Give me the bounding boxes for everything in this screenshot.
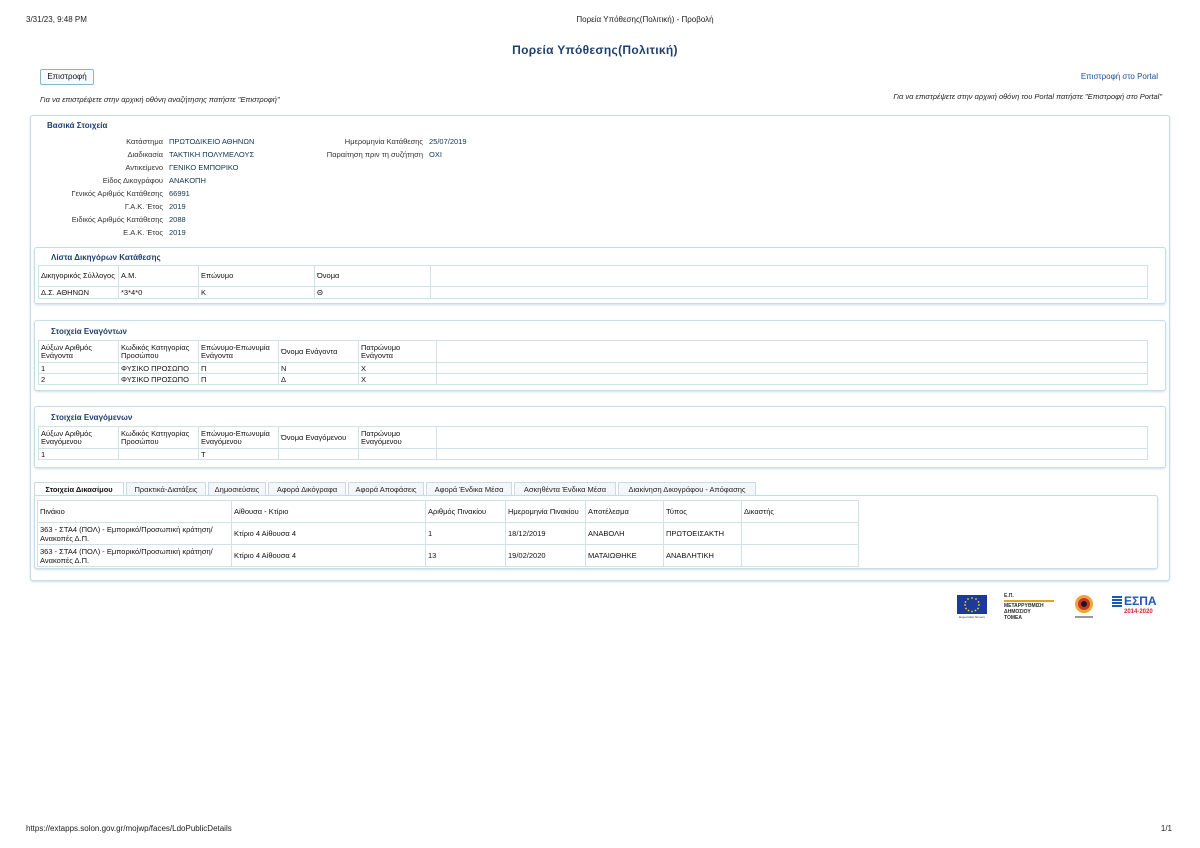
col-defendant-name: Όνομα Εναγόμενου [279,427,359,449]
col-type: Τύπος [664,501,742,523]
print-page-number: 1/1 [1160,824,1172,833]
epa-bar [1004,600,1054,602]
epa-line-3: ΤΟΜΕΑ [1004,615,1022,621]
cell: 18/12/2019 [506,523,586,545]
defendants-table [38,426,1148,460]
table-row [39,287,1148,299]
col-am: Α.Μ. [119,266,199,287]
print-doc-title: Πορεία Υπόθεσης(Πολιτική) - Προβολή [576,15,714,24]
table-row [38,545,859,567]
cell: Ν [279,363,359,374]
cell: 13 [426,545,506,567]
col-docket-date: Ημερομηνία Πινακίου [506,501,586,523]
label-procedure: Διαδικασία [127,150,163,159]
hearings-table [37,500,859,567]
label-subject: Αντικείμενο [125,163,163,172]
back-button[interactable]: Επιστροφή [40,69,94,85]
value-gak-year: 2019 [169,202,186,211]
value-general-number: 66991 [169,189,190,198]
cell: Δ [279,374,359,385]
cell: ΦΥΣΙΚΟ ΠΡΟΣΩΠΟ [119,374,199,385]
cell: Π [199,363,279,374]
col-filler [437,427,1148,449]
cell-filler [437,374,1148,385]
eu-caption: Ευρωπαϊκή Ένωση [959,615,985,619]
col-defendant-surname: Επώνυμο-Επωνυμία Εναγόμενου [199,427,279,449]
epa-title: Ε.Π. [1004,593,1014,599]
plaintiffs-title: Στοιχεία Εναγόντων [51,327,127,336]
value-doc-type: ΑΝΑΚΟΠΗ [169,176,206,185]
cell [742,545,859,567]
lawyers-table [38,265,1148,299]
cell: Κτίριο 4 Αίθουσα 4 [232,545,426,567]
cell: Κ [199,287,315,299]
table-row [39,374,1148,385]
cell: ΦΥΣΙΚΟ ΠΡΟΣΩΠΟ [119,363,199,374]
cell [119,449,199,460]
portal-hint: Για να επιστρέψετε στην αρχική οθόνη του Portal πατήστε "Επιστροφή στο Portal" [893,92,1162,101]
cell: Θ [315,287,431,299]
cell: ΑΝΑΒΛΗΤΙΚΗ [664,545,742,567]
label-doc-type: Είδος Δικογράφου [102,176,163,185]
col-plaintiff-number: Αύξων Αριθμός Ενάγοντα [39,341,119,363]
portal-link[interactable]: Επιστροφή στο Portal [1080,72,1158,81]
col-surname: Επώνυμο [199,266,315,287]
col-person-category: Κωδικός Κατηγορίας Προσώπου [119,341,199,363]
cell: 1 [426,523,506,545]
epa-logo [1004,593,1060,621]
cell: Κτίριο 4 Αίθουσα 4 [232,523,426,545]
tab-related-documents[interactable]: Αφορά Δικόγραφα [268,482,346,495]
espa-logo [1112,594,1164,622]
cell: Π [199,374,279,385]
cell: Δ.Σ. ΑΘΗΝΩΝ [39,287,119,299]
col-name: Όνομα [315,266,431,287]
eu-flag-logo [955,594,989,620]
col-plaintiff-surname: Επώνυμο-Επωνυμία Ενάγοντα [199,341,279,363]
print-url: https://extapps.solon.gov.gr/mojwp/faces/LdoPublicDetails [26,824,232,833]
col-docket: Πινάκιο [38,501,232,523]
col-result: Αποτέλεσμα [586,501,664,523]
cell: 1 [39,449,119,460]
cell-filler [437,449,1148,460]
cell: ΑΝΑΒΟΛΗ [586,523,664,545]
tab-related-decisions[interactable]: Αφορά Αποφάσεις [348,482,424,495]
col-docket-number: Αριθμός Πινακίου [426,501,506,523]
cell: 2 [39,374,119,385]
cell: Χ [359,374,437,385]
defendants-title: Στοιχεία Εναγόμενων [51,413,133,422]
cell: 19/02/2020 [506,545,586,567]
col-bar-association: Δικηγορικός Σύλλογος [39,266,119,287]
tab-document-movement[interactable]: Διακίνηση Δικογράφου - Απόφασης [618,482,756,495]
col-person-category: Κωδικός Κατηγορίας Προσώπου [119,427,199,449]
label-eak-year: Ε.Α.Κ. Έτος [123,228,163,237]
col-defendant-patronymic: Πατρώνυμο Εναγόμενου [359,427,437,449]
cell: ΜΑΤΑΙΩΘΗΚΕ [586,545,664,567]
emblem-icon [1070,593,1098,621]
espa-title: ΕΣΠΑ [1124,594,1157,608]
tab-minutes-orders[interactable]: Πρακτικά-Διατάξεις [126,482,206,495]
tab-publications[interactable]: Δημοσιεύσεις [208,482,266,495]
plaintiffs-header-row [39,341,1148,363]
cell: Τ [199,449,279,460]
col-courtroom: Αίθουσα - Κτίριο [232,501,426,523]
label-general-number: Γενικός Αριθμός Κατάθεσης [71,189,163,198]
value-subject: ΓΕΝΙΚΟ ΕΜΠΟΡΙΚΟ [169,163,239,172]
espa-flag-icon [1112,596,1122,610]
cell: 1 [39,363,119,374]
epa-line-2: ΔΗΜΟΣΙΟΥ [1004,609,1031,615]
value-eak-year: 2019 [169,228,186,237]
table-row [38,523,859,545]
cell [279,449,359,460]
label-filing-date: Ημερομηνία Κατάθεσης [344,137,423,146]
cell-filler [431,287,1148,299]
lawyers-title: Λίστα Δικηγόρων Κατάθεσης [51,253,161,262]
epa-line-1: ΜΕΤΑΡΡΥΘΜΙΣΗ [1004,603,1044,609]
value-court: ΠΡΩΤΟΔΙΚΕΙΟ ΑΘΗΝΩΝ [169,137,255,146]
lawyers-header-row [39,266,1148,287]
tab-related-appeals[interactable]: Αφορά Ένδικα Μέσα [426,482,512,495]
label-special-number: Ειδικός Αριθμός Κατάθεσης [71,215,163,224]
defendants-header-row [39,427,1148,449]
col-filler [437,341,1148,363]
cell-docket: 363 - ΣΤΑ4 (ΠΟΛ) - Εμπορικό/Προσωπική κράτηση/Ανακοπές Δ.Π. [38,545,232,567]
plaintiffs-table [38,340,1148,385]
cell: ΠΡΩΤΟΕΙΣΑΚΤΗ [664,523,742,545]
col-filler [431,266,1148,287]
cell: *3*4*0 [119,287,199,299]
cell: Χ [359,363,437,374]
col-plaintiff-patronymic: Πατρώνυμο Ενάγοντα [359,341,437,363]
value-withdrawal: ΟΧΙ [429,150,442,159]
basic-section-title: Βασικά Στοιχεία [47,121,108,130]
label-withdrawal: Παραίτηση πριν τη συζήτηση [326,150,423,159]
print-datetime: 3/31/23, 9:48 PM [26,15,87,24]
cell-filler [437,363,1148,374]
page-title: Πορεία Υπόθεσης(Πολιτική) [512,43,678,57]
hearings-header-row [38,501,859,523]
table-row [39,363,1148,374]
value-special-number: 2088 [169,215,186,224]
cell-docket: 363 - ΣΤΑ4 (ΠΟΛ) - Εμπορικό/Προσωπική κράτηση/Ανακοπές Δ.Π. [38,523,232,545]
label-gak-year: Γ.Α.Κ. Έτος [124,202,163,211]
value-filing-date: 25/07/2019 [429,137,467,146]
value-procedure: ΤΑΚΤΙΚΗ ΠΟΛΥΜΕΛΟΥΣ [169,150,255,159]
ministry-emblem-logo [1070,593,1098,621]
label-court: Κατάστημα [126,137,163,146]
col-plaintiff-name: Όνομα Ενάγοντα [279,341,359,363]
espa-years: 2014-2020 [1124,609,1153,615]
tab-filed-appeals[interactable]: Ασκηθέντα Ένδικα Μέσα [514,482,616,495]
back-hint: Για να επιστρέψετε στην αρχική οθόνη αναζήτησης πατήστε "Επιστροφή" [40,95,280,104]
tab-hearing-details[interactable]: Στοιχεία Δικασίμου [34,482,124,495]
cell [359,449,437,460]
col-judge: Δικαστής [742,501,859,523]
table-row [39,449,1148,460]
col-defendant-number: Αύξων Αριθμός Εναγόμενου [39,427,119,449]
cell [742,523,859,545]
